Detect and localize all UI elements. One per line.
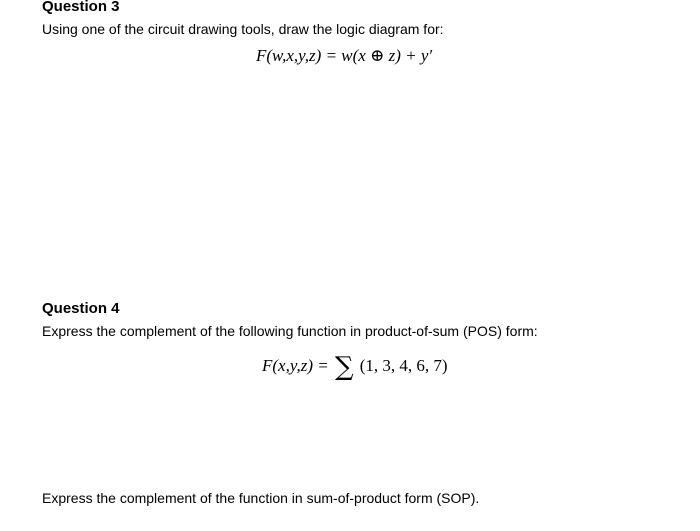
question-3-equation-lhs: F(w,x,y,z) xyxy=(256,46,322,65)
question-4-instruction: Express the complement of the following function in product-of-sum (POS) form: xyxy=(42,323,538,339)
question-4-equation-rhs: (1, 3, 4, 6, 7) xyxy=(359,356,448,375)
question-4-equation xyxy=(262,352,448,382)
question-3-equation xyxy=(256,46,432,66)
question-3-title: Question 3 xyxy=(42,0,120,15)
question-3-instruction: Using one of the circuit drawing tools, draw the logic diagram for: xyxy=(42,21,444,37)
question-4-followup: Express the complement of the function in sum-of-product form (SOP). xyxy=(42,490,480,506)
question-4-equation-lhs: F(x,y,z) = xyxy=(262,356,329,375)
sum-symbol: ∑ xyxy=(334,352,354,382)
question-3-equation-rhs: = w(x ⊕ z) + y′ xyxy=(325,46,433,65)
question-4-title: Question 4 xyxy=(42,300,120,317)
